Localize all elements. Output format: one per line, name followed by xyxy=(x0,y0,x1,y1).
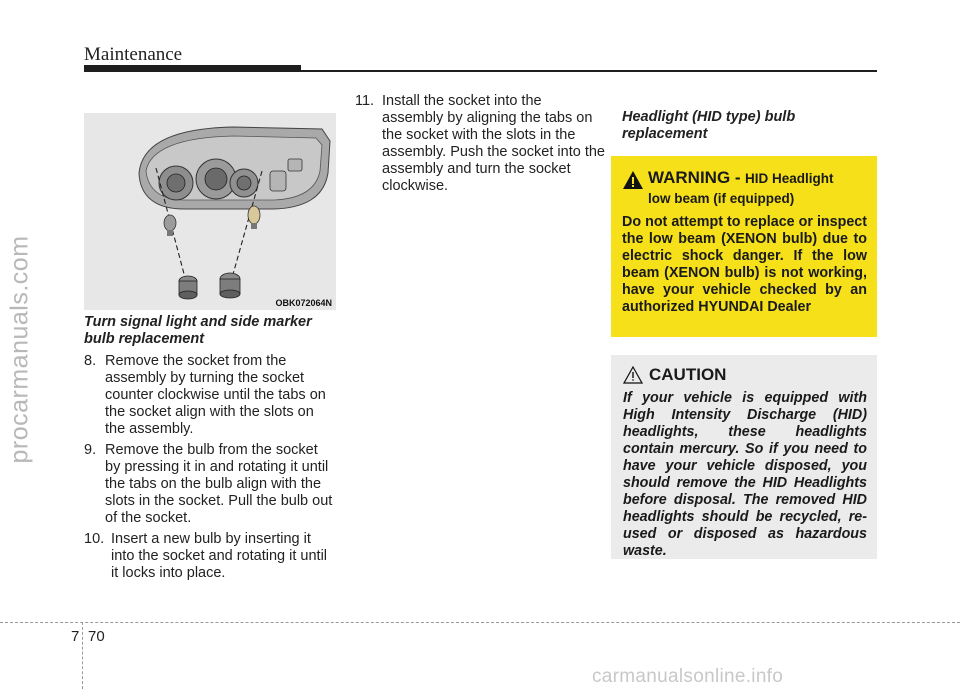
heading-line-2: bulb replacement xyxy=(84,331,205,347)
warning-box xyxy=(611,156,877,337)
step-number: 11. xyxy=(355,93,375,109)
step-number: 8. xyxy=(84,353,97,369)
warning-label: WARNING - xyxy=(648,168,741,187)
step-text: Insert a new bulb by inserting it into the socket and rotating it until it locks into place. xyxy=(111,531,328,581)
caution-box xyxy=(611,355,877,559)
step-text: Remove the bulb from the socket by pressing it in and rotating it until the tabs on the bulb align with the slots in the socket. Pull the bulb out of the socket. xyxy=(105,442,333,526)
figure-code: OBK072064N xyxy=(275,298,332,308)
side-watermark: procarmanuals.com xyxy=(5,235,34,464)
section-title: Maintenance xyxy=(84,44,183,65)
step-11 xyxy=(355,93,606,195)
caution-title-row xyxy=(623,365,867,385)
step-text: Install the socket into the assembly by aligning the tabs on the socket with the slots in the assembly. Push the socket into the assembly and turn the socket clockwise. xyxy=(382,93,605,194)
hid-heading: Headlight (HID type) bulb replacement xyxy=(622,109,796,142)
step-text: Remove the socket from the assembly by turning the socket counter clockwise until the tabs on the socket align with the slots on the assembly. xyxy=(105,353,326,437)
step-9 xyxy=(84,442,337,527)
step-number: 10. xyxy=(84,531,105,547)
headlamp-drawing xyxy=(84,113,336,310)
steps-list xyxy=(84,353,337,582)
warning-triangle-icon xyxy=(622,170,644,190)
caution-label: CAUTION xyxy=(649,365,727,384)
middle-column xyxy=(355,93,606,199)
caution-triangle-icon xyxy=(623,366,643,384)
header-rule-thin xyxy=(301,70,877,72)
bottom-watermark: carmanualsonline.info xyxy=(592,666,784,687)
warning-subtitle-2: low beam (if equipped) xyxy=(648,191,795,206)
step-8 xyxy=(84,353,337,438)
turn-signal-heading xyxy=(84,314,337,348)
headlamp-illustration xyxy=(84,113,336,310)
heading-line-1: Turn signal light and side marker xyxy=(84,314,312,330)
left-column xyxy=(84,314,337,586)
warning-title-row xyxy=(622,168,867,190)
warning-body: Do not attempt to replace or inspect the low beam (XENON bulb) due to electric shock danger. If the low beam (XENON bulb) is not working, have your vehicle checked by an authorized HYUNDAI Dealer xyxy=(622,214,867,315)
step-number: 9. xyxy=(84,442,97,458)
chapter-number: 7 xyxy=(71,628,80,645)
header-rule-thick xyxy=(84,65,301,72)
footer-divider xyxy=(0,622,960,623)
step-10 xyxy=(84,531,337,582)
caution-body: If your vehicle is equipped with High Intensity Discharge (HID) headlights, these headlights contain mercury. So if you need to have your vehicle disposed, you should remove the HID Headlights before disposal. The removed HID headlights should be recycled, re-used or disposed as hazardous waste. xyxy=(623,390,867,559)
footer-vertical-divider xyxy=(82,622,83,689)
warning-subtitle-1: HID Headlight xyxy=(745,171,834,186)
page-number: 70 xyxy=(88,628,105,645)
